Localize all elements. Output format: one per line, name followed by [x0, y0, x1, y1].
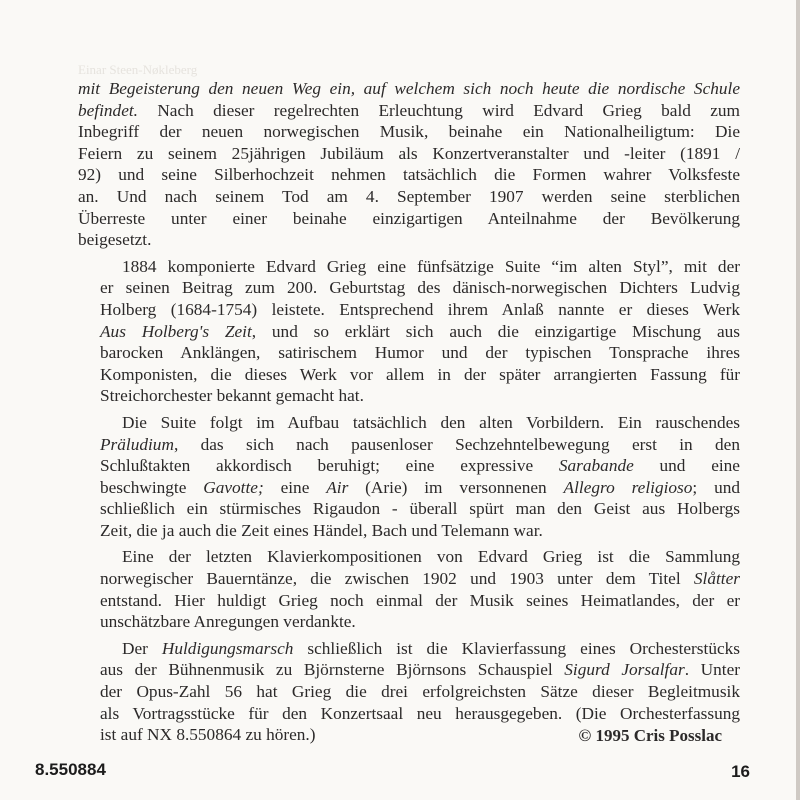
paragraph: [78, 412, 740, 542]
text-run: Inbegriff der neuen norwegischen Musik, beinahe ein Nationalheiligtum: Die: [78, 122, 740, 142]
text-run: schließlich ist die Klavierfassung eines Orchesterstücks: [293, 638, 740, 658]
text-line: [78, 342, 740, 364]
text-run: als Vortragsstücke für den Konzertsaal neu herausgegeben. (Die Orchesterfassung: [100, 703, 740, 723]
text-run: (Arie) im versonnenen: [348, 477, 564, 497]
text-line: [78, 321, 740, 343]
text-run: Feiern zu seinem 25jährigen Jubiläum als Konzertveranstalter und -leiter (1891 /: [78, 143, 740, 163]
text-run: ist auf NX 8.550864 zu hören.): [100, 725, 316, 745]
text-run: Holberg (1684-1754) leistete. Entsprechend ihrem Anlaß nannte er dieses Werk: [100, 299, 740, 319]
text-run: er seinen Beitrag zum 200. Geburtstag des dänisch-norwegischen Dichters Ludvig: [100, 278, 740, 298]
text-line: [78, 434, 740, 456]
italic-text: mit Begeisterung den neuen Weg ein, auf welchem sich noch heute die nordische Schule: [78, 79, 740, 98]
text-run: unschätzbare Anregungen verdankte.: [100, 612, 356, 632]
text-run: aus der Bühnenmusik zu Björnsterne Björnsons Schauspiel: [100, 660, 565, 680]
page-edge: [796, 0, 800, 800]
text-run: 92) und seine Silberhochzeit nehmen tatsächlich die Formen wahrer Volksfeste: [78, 165, 740, 185]
text-line: [78, 364, 740, 386]
text-run: Nach dieser regelrechten Erleuchtung wird Edvard Grieg bald zum: [138, 100, 740, 120]
text-run: beigesetzt.: [78, 230, 152, 250]
text-line: [78, 100, 740, 122]
text-run: Überreste unter einer beinahe einzigartigen Anteilnahme der Bevölkerung: [78, 208, 740, 228]
catalog-number: 8.550884: [35, 760, 106, 779]
text-line: [78, 277, 740, 299]
text-run: entstand. Hier huldigt Grieg noch einmal der Musik seines Heimatlandes, der er: [100, 590, 740, 610]
text-line: [78, 78, 740, 100]
text-line: [78, 638, 740, 660]
text-run: Der: [122, 638, 162, 658]
text-line: [78, 611, 740, 633]
text-run: Streichorchester bekannt gemacht hat.: [100, 386, 364, 406]
text-run: Komponisten, die dieses Werk vor allem in der später arrangierten Fassung für: [100, 364, 740, 384]
paragraph: [78, 78, 740, 251]
text-run: Zeit, die ja auch die Zeit eines Händel, Bach und Telemann war.: [100, 520, 543, 540]
text-run: eine: [263, 477, 327, 497]
text-line: [78, 703, 740, 725]
text-line: [78, 477, 740, 499]
paragraph: [78, 546, 740, 632]
copyright-notice: © 1995 Cris Posslac: [578, 726, 722, 745]
bleed-through-heading: Einar Steen-Nøkleberg: [78, 62, 198, 77]
text-run: an. Und nach seinem Tod am 4. September 1907 werden seine sterblichen: [78, 186, 740, 206]
italic-text: Gavotte;: [203, 477, 264, 497]
text-run: Eine der letzten Klavierkompositionen von Edvard Grieg ist die Sammlung: [122, 547, 740, 567]
text-line: [78, 121, 740, 143]
text-line: [78, 412, 740, 434]
text-line: [78, 186, 740, 208]
text-run: ; und: [692, 477, 740, 497]
text-line: [78, 568, 740, 590]
text-line: [78, 590, 740, 612]
text-line: [78, 299, 740, 321]
italic-text: Slåtter: [693, 569, 740, 589]
text-line: [78, 498, 740, 520]
body-text: [78, 78, 740, 751]
italic-text: Aus Holberg's Zeit: [100, 321, 252, 341]
page-number: 16: [731, 762, 750, 781]
text-line: [78, 164, 740, 186]
text-run: und eine: [633, 456, 740, 476]
italic-text: Allegro religioso: [563, 477, 693, 497]
text-line: [78, 256, 740, 278]
text-line: [78, 659, 740, 681]
text-run: 1884 komponierte Edvard Grieg eine fünfsätzige Suite “im alten Styl”, mit der: [122, 256, 740, 276]
text-line: [78, 681, 740, 703]
italic-text: Air: [326, 477, 349, 497]
text-line: [78, 143, 740, 165]
italic-text: befindet.: [78, 100, 138, 120]
italic-text: Präludium: [100, 434, 174, 454]
text-run: barocken Anklängen, satirischem Humor und der typischen Tonsprache ihres: [100, 343, 740, 363]
italic-text: Sigurd Jorsalfar: [564, 660, 685, 680]
text-line: [78, 208, 740, 230]
text-line: [78, 520, 740, 542]
text-run: . Unter: [684, 660, 740, 680]
text-line: [78, 455, 740, 477]
text-run: , das sich nach pausenloser Sechzehntelbewegung erst in den: [173, 434, 740, 454]
italic-text: Huldigungsmarsch: [161, 638, 294, 658]
text-line: [78, 546, 740, 568]
text-run: Die Suite folgt im Aufbau tatsächlich den alten Vorbildern. Ein rauschendes: [122, 412, 740, 432]
text-run: norwegischer Bauerntänze, die zwischen 1902 und 1903 unter dem Titel: [100, 569, 694, 589]
text-line: [78, 385, 740, 407]
text-run: beschwingte: [100, 477, 204, 497]
text-run: der Opus-Zahl 56 hat Grieg die drei erfolgreichsten Sätze dieser Begleitmusik: [100, 682, 740, 702]
text-run: schließlich ein stürmisches Rigaudon - überall spürt man den Geist aus Holbergs: [100, 499, 740, 519]
paragraph: [78, 256, 740, 407]
text-run: , und so erklärt sich auch die einzigartige Mischung aus: [251, 321, 740, 341]
italic-text: Sarabande: [558, 456, 634, 476]
text-run: Schlußtakten akkordisch beruhigt; eine expressive: [100, 456, 559, 476]
text-line: [78, 229, 740, 251]
